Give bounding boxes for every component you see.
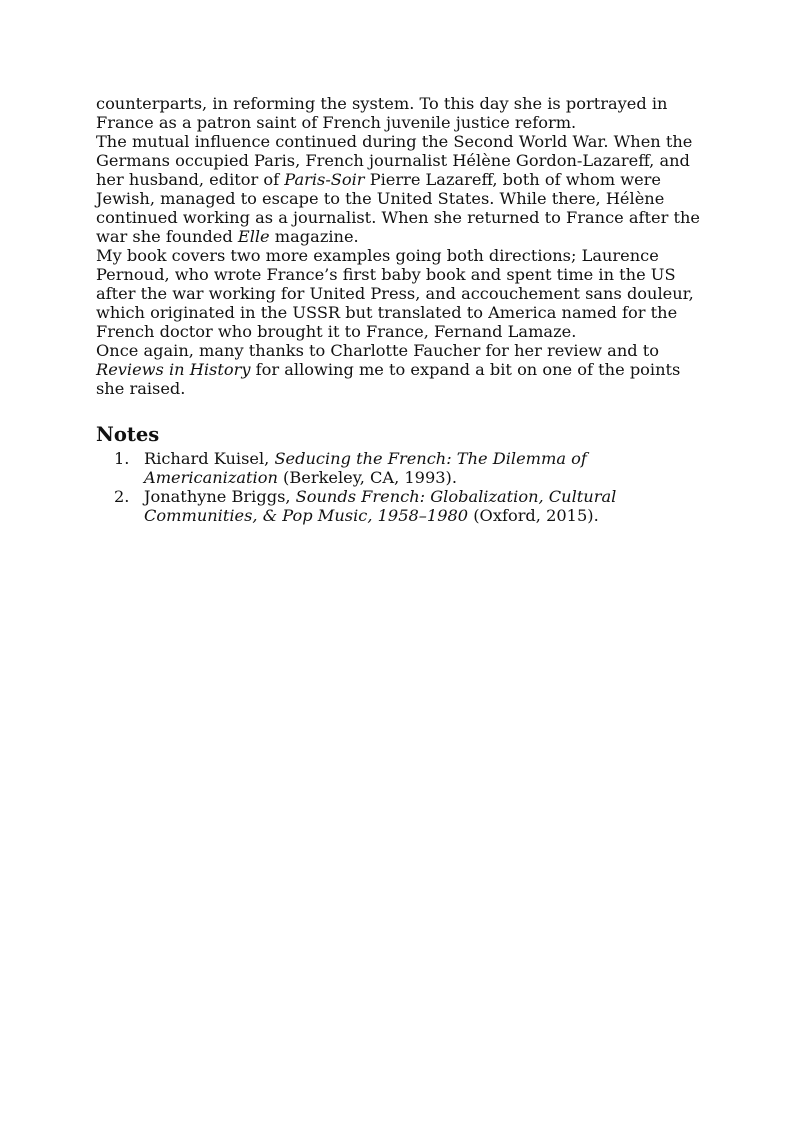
publication-title: Elle — [237, 227, 270, 246]
publication-title: Reviews in History — [96, 360, 251, 379]
note-item — [96, 487, 706, 525]
note-number: 1. — [114, 449, 130, 468]
paragraph-thanks — [96, 341, 706, 398]
note-title: Seducing the French: The Dilemma of Americanization — [144, 449, 587, 487]
note-author: Jonathyne Briggs, — [144, 487, 296, 506]
note-title: Sounds French: Globalization, Cultural Communities, & Pop Music, 1958–1980 — [144, 487, 617, 525]
paragraph-text: counterparts, in reforming the system. To this day she is portrayed in France as a patron saint of French juvenile justice reform. — [96, 94, 668, 132]
paragraph-text: The mutual influence continued during the Second World War. When the Germans occupied Paris, French journalist Hélène Gordon-Lazareff, and her husband, editor of — [96, 132, 693, 189]
notes-list — [96, 449, 706, 525]
paragraph-second-world-war — [96, 132, 706, 246]
note-item — [96, 449, 706, 487]
publication-title: Paris-Soir — [284, 170, 365, 189]
paragraph-text: Pierre Lazareff, both of whom were Jewish, managed to escape to the United States. While there, Hélène continued working as a journalist. When she returned to France after the war she founded — [96, 170, 701, 246]
paragraph-text: My book covers two more examples going both directions; Laurence Pernoud, who wrote France’s first baby book and spent time in the US after the war working for United Press, and accouchement sans douleur, which originated in the USSR but translated to America named for the French doctor who brought it to France, Fernand Lamaze. — [96, 246, 694, 341]
document-page — [96, 94, 706, 525]
note-publication: (Berkeley, CA, 1993). — [277, 468, 458, 487]
note-author: Richard Kuisel, — [144, 449, 275, 468]
notes-heading: Notes — [96, 423, 160, 446]
note-number: 2. — [114, 487, 130, 506]
note-publication: (Oxford, 2015). — [468, 506, 599, 525]
paragraph-text: for allowing me to expand a bit on one of the points she raised. — [96, 360, 681, 398]
paragraph-text: magazine. — [269, 227, 359, 246]
paragraph-book-examples — [96, 246, 706, 341]
paragraph-text: Once again, many thanks to Charlotte Faucher for her review and to — [96, 341, 660, 360]
paragraph-juvenile-justice — [96, 94, 706, 132]
